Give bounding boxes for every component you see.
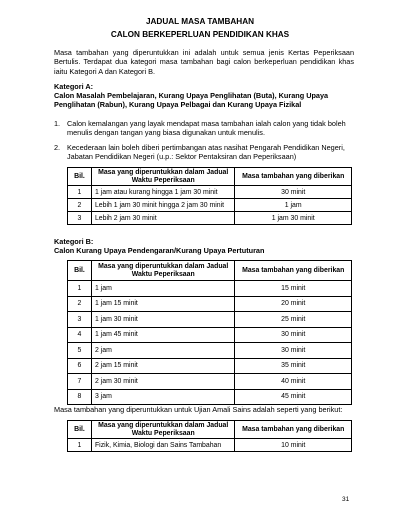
table-header-bil: Bil. — [68, 261, 92, 281]
table-row — [68, 186, 352, 199]
table-row — [68, 312, 352, 328]
category-a-note-1: Calon kemalangan yang layak mendapat masa tambahan ialah calon yang tidak boleh menulis dengan tangan yang biasa digunakan untuk menulis. — [67, 119, 346, 138]
table-category-a — [67, 167, 352, 225]
category-a-heading: Kategori A: — [54, 82, 94, 91]
cell-tambahan: 45 minit — [235, 389, 352, 405]
table-header-tambahan: Masa tambahan yang diberikan — [235, 168, 352, 186]
cell-bil: 8 — [68, 389, 92, 405]
table-row — [68, 296, 352, 312]
cell-tambahan: 30 minit — [235, 343, 352, 359]
cell-tambahan: 40 minit — [235, 374, 352, 390]
cell-masa: Fizik, Kimia, Biologi dan Sains Tambahan — [91, 439, 234, 452]
cell-tambahan: 30 minit — [235, 186, 352, 199]
cell-masa: 1 jam 30 minit — [91, 312, 234, 328]
cell-tambahan: 1 jam — [235, 199, 352, 212]
table-row — [68, 439, 352, 452]
table-row — [68, 327, 352, 343]
table-row — [68, 281, 352, 297]
cell-tambahan: 10 minit — [235, 439, 352, 452]
page-number: 31 — [342, 496, 350, 503]
cell-masa: Lebih 1 jam 30 minit hingga 2 jam 30 minit — [91, 199, 234, 212]
cell-masa: Lebih 2 jam 30 minit — [91, 212, 234, 225]
cell-tambahan: 15 minit — [235, 281, 352, 297]
page-subtitle: CALON BERKEPERLUAN PENDIDIKAN KHAS — [110, 30, 290, 39]
list-number-1: 1. — [54, 119, 61, 128]
cell-bil: 6 — [68, 358, 92, 374]
cell-tambahan: 30 minit — [235, 327, 352, 343]
cell-bil: 2 — [68, 296, 92, 312]
cell-bil: 1 — [68, 439, 92, 452]
table-row — [68, 389, 352, 405]
cell-masa: 2 jam 15 minit — [91, 358, 234, 374]
cell-masa: 1 jam atau kurang hingga 1 jam 30 minit — [91, 186, 234, 199]
intro-paragraph: Masa tambahan yang diperuntukkan ini adalah untuk semua jenis Kertas Peperiksaan Bertulis. Terdapat dua kategori masa tambahan bagi calon berkeperluan pendidikan khas iaitu Kategori A dan Kategori B. — [54, 48, 354, 76]
page-title: JADUAL MASA TAMBAHAN — [145, 17, 255, 26]
cell-masa: 1 jam 45 minit — [91, 327, 234, 343]
cell-bil: 1 — [68, 281, 92, 297]
cell-tambahan: 25 minit — [235, 312, 352, 328]
cell-masa: 3 jam — [91, 389, 234, 405]
table-row — [68, 358, 352, 374]
table-header-masa: Masa yang diperuntukkan dalam Jadual Waktu Peperiksaan — [91, 261, 234, 281]
cell-tambahan: 35 minit — [235, 358, 352, 374]
table-header-tambahan: Masa tambahan yang diberikan — [235, 261, 352, 281]
cell-bil: 1 — [68, 186, 92, 199]
cell-masa: 2 jam — [91, 343, 234, 359]
cell-bil: 3 — [68, 212, 92, 225]
table-row — [68, 212, 352, 225]
table-row — [68, 199, 352, 212]
table-header-bil: Bil. — [68, 421, 92, 439]
cell-masa: 1 jam 15 minit — [91, 296, 234, 312]
cell-masa: 1 jam — [91, 281, 234, 297]
category-b-heading: Kategori B: — [54, 237, 94, 246]
category-b-description: Calon Kurang Upaya Pendengaran/Kurang Upaya Pertuturan — [54, 246, 265, 255]
table-category-b — [67, 260, 352, 405]
cell-bil: 5 — [68, 343, 92, 359]
cell-bil: 4 — [68, 327, 92, 343]
cell-bil: 2 — [68, 199, 92, 212]
table-row — [68, 343, 352, 359]
cell-masa: 2 jam 30 minit — [91, 374, 234, 390]
cell-tambahan: 1 jam 30 minit — [235, 212, 352, 225]
category-a-description: Calon Masalah Pembelajaran, Kurang Upaya Penglihatan (Buta), Kurang Upaya Penglihatan (Rabun), Kurang Upaya Pelbagai dan Kurang Upaya Fizikal — [54, 91, 329, 110]
table-header-bil: Bil. — [68, 168, 92, 186]
table-amali-sains — [67, 420, 352, 452]
list-number-2: 2. — [54, 143, 61, 152]
cell-bil: 3 — [68, 312, 92, 328]
table-header-tambahan: Masa tambahan yang diberikan — [235, 421, 352, 439]
cell-bil: 7 — [68, 374, 92, 390]
table-header-masa: Masa yang diperuntukkan dalam Jadual Waktu Peperiksaan — [91, 168, 234, 186]
table-header-masa: Masa yang diperuntukkan dalam Jadual Waktu Peperiksaan — [91, 421, 234, 439]
cell-tambahan: 20 minit — [235, 296, 352, 312]
category-a-note-2: Kecederaan lain boleh diberi pertimbangan atas nasihat Pengarah Pendidikan Negeri, Jabatan Pendidikan Negeri (u.p.: Sektor Pentaksiran dan Peperiksaan) — [67, 143, 345, 162]
table-row — [68, 374, 352, 390]
amali-sains-paragraph: Masa tambahan yang diperuntukkan untuk Ujian Amali Sains adalah seperti yang berikut: — [54, 405, 343, 414]
